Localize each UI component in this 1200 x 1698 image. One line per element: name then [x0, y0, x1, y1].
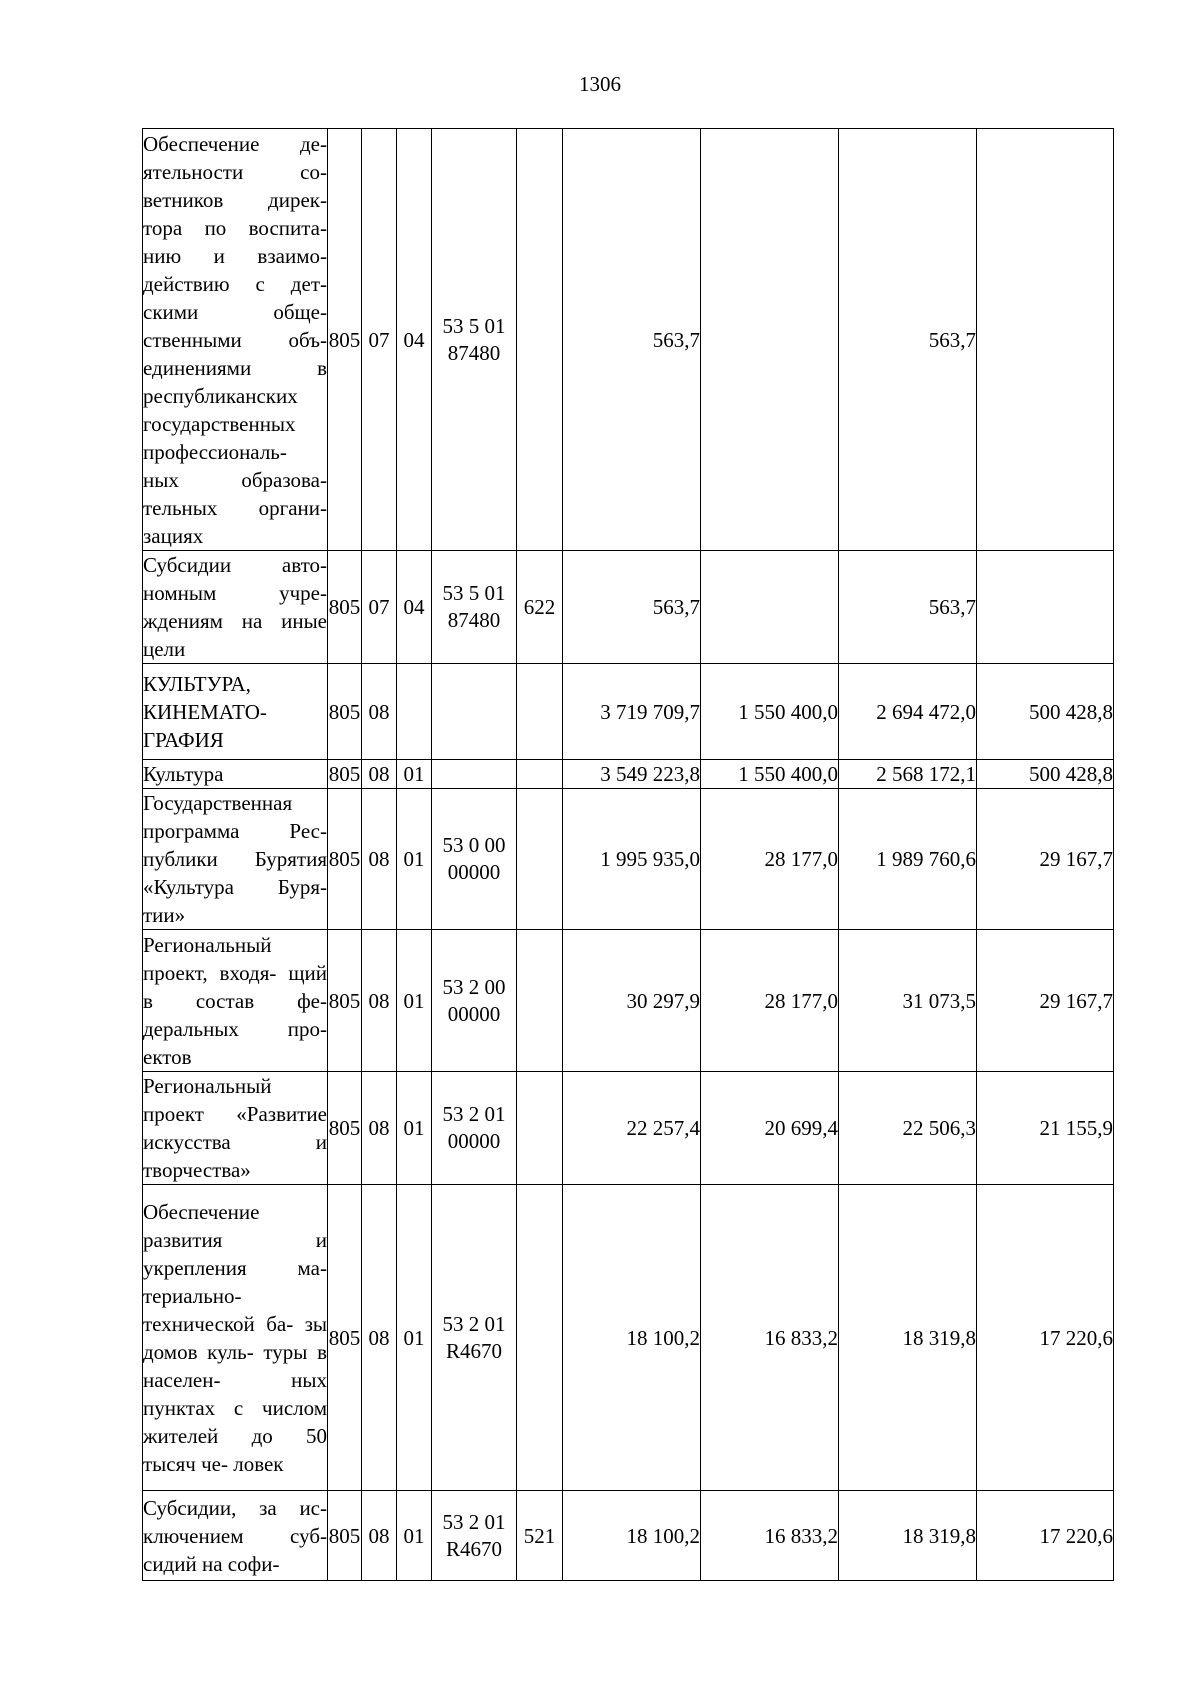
amount-col2: 16 833,2 — [701, 1491, 839, 1581]
amount-col4: 29 167,7 — [977, 789, 1114, 930]
expense-type — [517, 129, 563, 551]
row-name-line: ектов — [143, 1044, 192, 1069]
target-article — [432, 1072, 517, 1185]
amount-total: 3 549 223,8 — [563, 760, 701, 789]
expense-type — [517, 789, 563, 930]
row-name — [143, 1491, 328, 1581]
row-name-line: зы домов куль- — [143, 1311, 328, 1364]
code-pr: 01 — [397, 1072, 432, 1185]
target-article-part: 00000 — [447, 1001, 501, 1026]
row-name-line: государственных — [143, 411, 296, 436]
code-gr: 805 — [328, 760, 362, 789]
amount-col4 — [977, 129, 1114, 551]
table-row — [143, 551, 1114, 664]
row-name-line: укрепления ма- — [143, 1255, 327, 1280]
target-article-part: 53 0 00 — [442, 833, 506, 857]
row-name-line: КИНЕМАТО- — [143, 699, 267, 724]
row-name-line: проект, входя- — [143, 960, 277, 985]
row-name-line: цели — [143, 637, 186, 661]
amount-col4: 500 428,8 — [977, 760, 1114, 789]
amount-total: 3 719 709,7 — [563, 664, 701, 760]
table-row — [143, 789, 1114, 930]
target-article — [432, 930, 517, 1072]
row-name — [143, 129, 328, 551]
code-gr: 805 — [328, 1072, 362, 1185]
row-name-line: Региональный — [143, 1074, 272, 1098]
row-name-line: Обеспечение — [143, 1199, 260, 1224]
row-name-line: ловек — [233, 1451, 284, 1476]
code-rz: 08 — [362, 760, 397, 789]
table-row — [143, 129, 1114, 551]
amount-total: 30 297,9 — [563, 930, 701, 1072]
code-pr: 04 — [397, 551, 432, 664]
row-name — [143, 760, 328, 789]
row-name-line: ных образова- — [143, 467, 327, 492]
code-rz: 08 — [362, 664, 397, 760]
target-article — [432, 129, 517, 551]
amount-col2: 16 833,2 — [701, 1185, 839, 1491]
code-gr: 805 — [328, 664, 362, 760]
amount-total: 18 100,2 — [563, 1185, 701, 1491]
row-name-line: Региональный — [143, 932, 272, 957]
code-gr: 805 — [328, 1491, 362, 1581]
code-rz: 08 — [362, 789, 397, 930]
target-article — [432, 551, 517, 664]
row-name-line: действию с дет- — [143, 271, 327, 296]
amount-total: 563,7 — [563, 551, 701, 664]
target-article-part: 00000 — [447, 860, 501, 884]
amount-total: 22 257,4 — [563, 1072, 701, 1185]
code-rz: 07 — [362, 551, 397, 664]
row-name-line: деральных про- — [143, 1016, 327, 1041]
expense-type — [517, 1185, 563, 1491]
amount-col4: 29 167,7 — [977, 930, 1114, 1072]
code-rz: 08 — [362, 1072, 397, 1185]
amount-total: 18 100,2 — [563, 1491, 701, 1581]
code-gr: 805 — [328, 1185, 362, 1491]
row-name-line: ждениям на иные — [143, 609, 327, 633]
row-name-line: Субсидии авто- — [143, 553, 327, 577]
row-name-line: ятельности со- — [143, 159, 327, 184]
target-article-part: 53 2 01 — [442, 1509, 506, 1534]
target-article-part: 00000 — [447, 1129, 501, 1153]
amount-col3: 1 989 760,6 — [839, 789, 977, 930]
row-name — [143, 789, 328, 930]
page-number: 1306 — [579, 72, 621, 96]
amount-col3: 31 073,5 — [839, 930, 977, 1072]
row-name-line: республиканских — [143, 383, 298, 408]
row-name-line: программа Рес- — [143, 819, 327, 843]
expense-type — [517, 1072, 563, 1185]
amount-col4: 17 220,6 — [977, 1491, 1114, 1581]
table-row — [143, 1185, 1114, 1491]
table-row — [143, 1072, 1114, 1185]
row-name-line: развития и — [143, 1227, 327, 1252]
code-pr: 01 — [397, 1185, 432, 1491]
target-article-part: 53 5 01 — [442, 313, 506, 338]
code-rz: 08 — [362, 1185, 397, 1491]
target-article-part: 87480 — [447, 608, 501, 632]
table-row — [143, 664, 1114, 760]
expense-type — [517, 930, 563, 1072]
row-name-line: туры в населен- — [143, 1339, 327, 1392]
table-row — [143, 930, 1114, 1072]
row-name — [143, 1072, 328, 1185]
code-rz: 07 — [362, 129, 397, 551]
row-name-line: профессиональ- — [143, 439, 287, 464]
row-name-line: номным учре- — [143, 581, 327, 605]
row-name-line: ключением суб- — [143, 1523, 327, 1548]
row-name-line: ГРАФИЯ — [143, 727, 224, 752]
code-pr: 04 — [397, 129, 432, 551]
amount-col4 — [977, 551, 1114, 664]
row-name-line: искусства и — [143, 1130, 327, 1154]
row-name-line: тии» — [143, 903, 186, 927]
code-gr: 805 — [328, 551, 362, 664]
amount-col3: 18 319,8 — [839, 1185, 977, 1491]
amount-col2: 28 177,0 — [701, 789, 839, 930]
row-name-line: до 50 тысяч че- — [143, 1423, 328, 1476]
target-article — [432, 1185, 517, 1491]
amount-col3: 2 694 472,0 — [839, 664, 977, 760]
code-pr: 01 — [397, 930, 432, 1072]
amount-col3: 563,7 — [839, 129, 977, 551]
budget-table — [142, 128, 1114, 1581]
amount-col3: 2 568 172,1 — [839, 760, 977, 789]
target-article-part: R4670 — [445, 1536, 502, 1561]
row-name-line: технической ба- — [143, 1311, 294, 1336]
amount-col2: 1 550 400,0 — [701, 760, 839, 789]
row-name-line: Субсидии, за ис- — [143, 1495, 327, 1520]
row-name-line: публики Бурятия — [143, 847, 327, 871]
row-name-line: зациях — [143, 523, 204, 548]
amount-col2 — [701, 551, 839, 664]
amount-col3: 563,7 — [839, 551, 977, 664]
amount-col4: 500 428,8 — [977, 664, 1114, 760]
expense-type — [517, 760, 563, 789]
row-name-line: «Культура Буря- — [143, 875, 327, 899]
row-name-line: щий в состав фе- — [143, 960, 327, 1013]
target-article — [432, 664, 517, 760]
expense-type: 622 — [517, 551, 563, 664]
row-name-line: проект «Развитие — [143, 1102, 327, 1126]
row-name-line: скими обще- — [143, 299, 327, 324]
row-name-line: числом жителей — [143, 1395, 328, 1448]
target-article — [432, 760, 517, 789]
code-pr: 01 — [397, 789, 432, 930]
target-article — [432, 789, 517, 930]
table-body — [143, 129, 1114, 1581]
row-name-line: творчества» — [143, 1158, 251, 1182]
target-article-part: 53 2 00 — [442, 974, 506, 999]
row-name-line: Культура — [143, 762, 224, 786]
row-name — [143, 1185, 328, 1491]
row-name-line: единениями в — [143, 355, 327, 380]
row-name — [143, 930, 328, 1072]
amount-col4: 17 220,6 — [977, 1185, 1114, 1491]
amount-col4: 21 155,9 — [977, 1072, 1114, 1185]
amount-total: 563,7 — [563, 129, 701, 551]
code-gr: 805 — [328, 930, 362, 1072]
code-pr: 01 — [397, 760, 432, 789]
code-gr: 805 — [328, 129, 362, 551]
code-rz: 08 — [362, 930, 397, 1072]
amount-col2: 1 550 400,0 — [701, 664, 839, 760]
code-gr: 805 — [328, 789, 362, 930]
target-article-part: 53 5 01 — [442, 581, 506, 605]
expense-type — [517, 664, 563, 760]
amount-col2: 28 177,0 — [701, 930, 839, 1072]
expense-type: 521 — [517, 1491, 563, 1581]
row-name — [143, 551, 328, 664]
row-name-line: КУЛЬТУРА, — [143, 671, 251, 696]
row-name-line: териально- — [143, 1283, 242, 1308]
code-pr — [397, 664, 432, 760]
table-row — [143, 760, 1114, 789]
amount-col2 — [701, 129, 839, 551]
row-name-line: ственными объ- — [143, 327, 327, 352]
code-rz: 08 — [362, 1491, 397, 1581]
row-name-line: Обеспечение де- — [143, 131, 327, 156]
row-name-line: сидий на софи- — [143, 1551, 280, 1576]
amount-total: 1 995 935,0 — [563, 789, 701, 930]
row-name-line: тора по воспита- — [143, 215, 327, 240]
amount-col2: 20 699,4 — [701, 1072, 839, 1185]
row-name — [143, 664, 328, 760]
code-pr: 01 — [397, 1491, 432, 1581]
row-name-line: нию и взаимо- — [143, 243, 327, 268]
table-row — [143, 1491, 1114, 1581]
row-name-line: тельных органи- — [143, 495, 327, 520]
row-name-line: ветников дирек- — [143, 187, 327, 212]
target-article-part: 87480 — [447, 340, 501, 365]
target-article-part: R4670 — [445, 1338, 502, 1363]
target-article-part: 53 2 01 — [442, 1311, 506, 1336]
target-article — [432, 1491, 517, 1581]
row-name-line: ных пунктах с — [143, 1367, 327, 1420]
row-name-line: Государственная — [143, 791, 293, 815]
amount-col3: 18 319,8 — [839, 1491, 977, 1581]
target-article-part: 53 2 01 — [442, 1102, 506, 1126]
amount-col3: 22 506,3 — [839, 1072, 977, 1185]
